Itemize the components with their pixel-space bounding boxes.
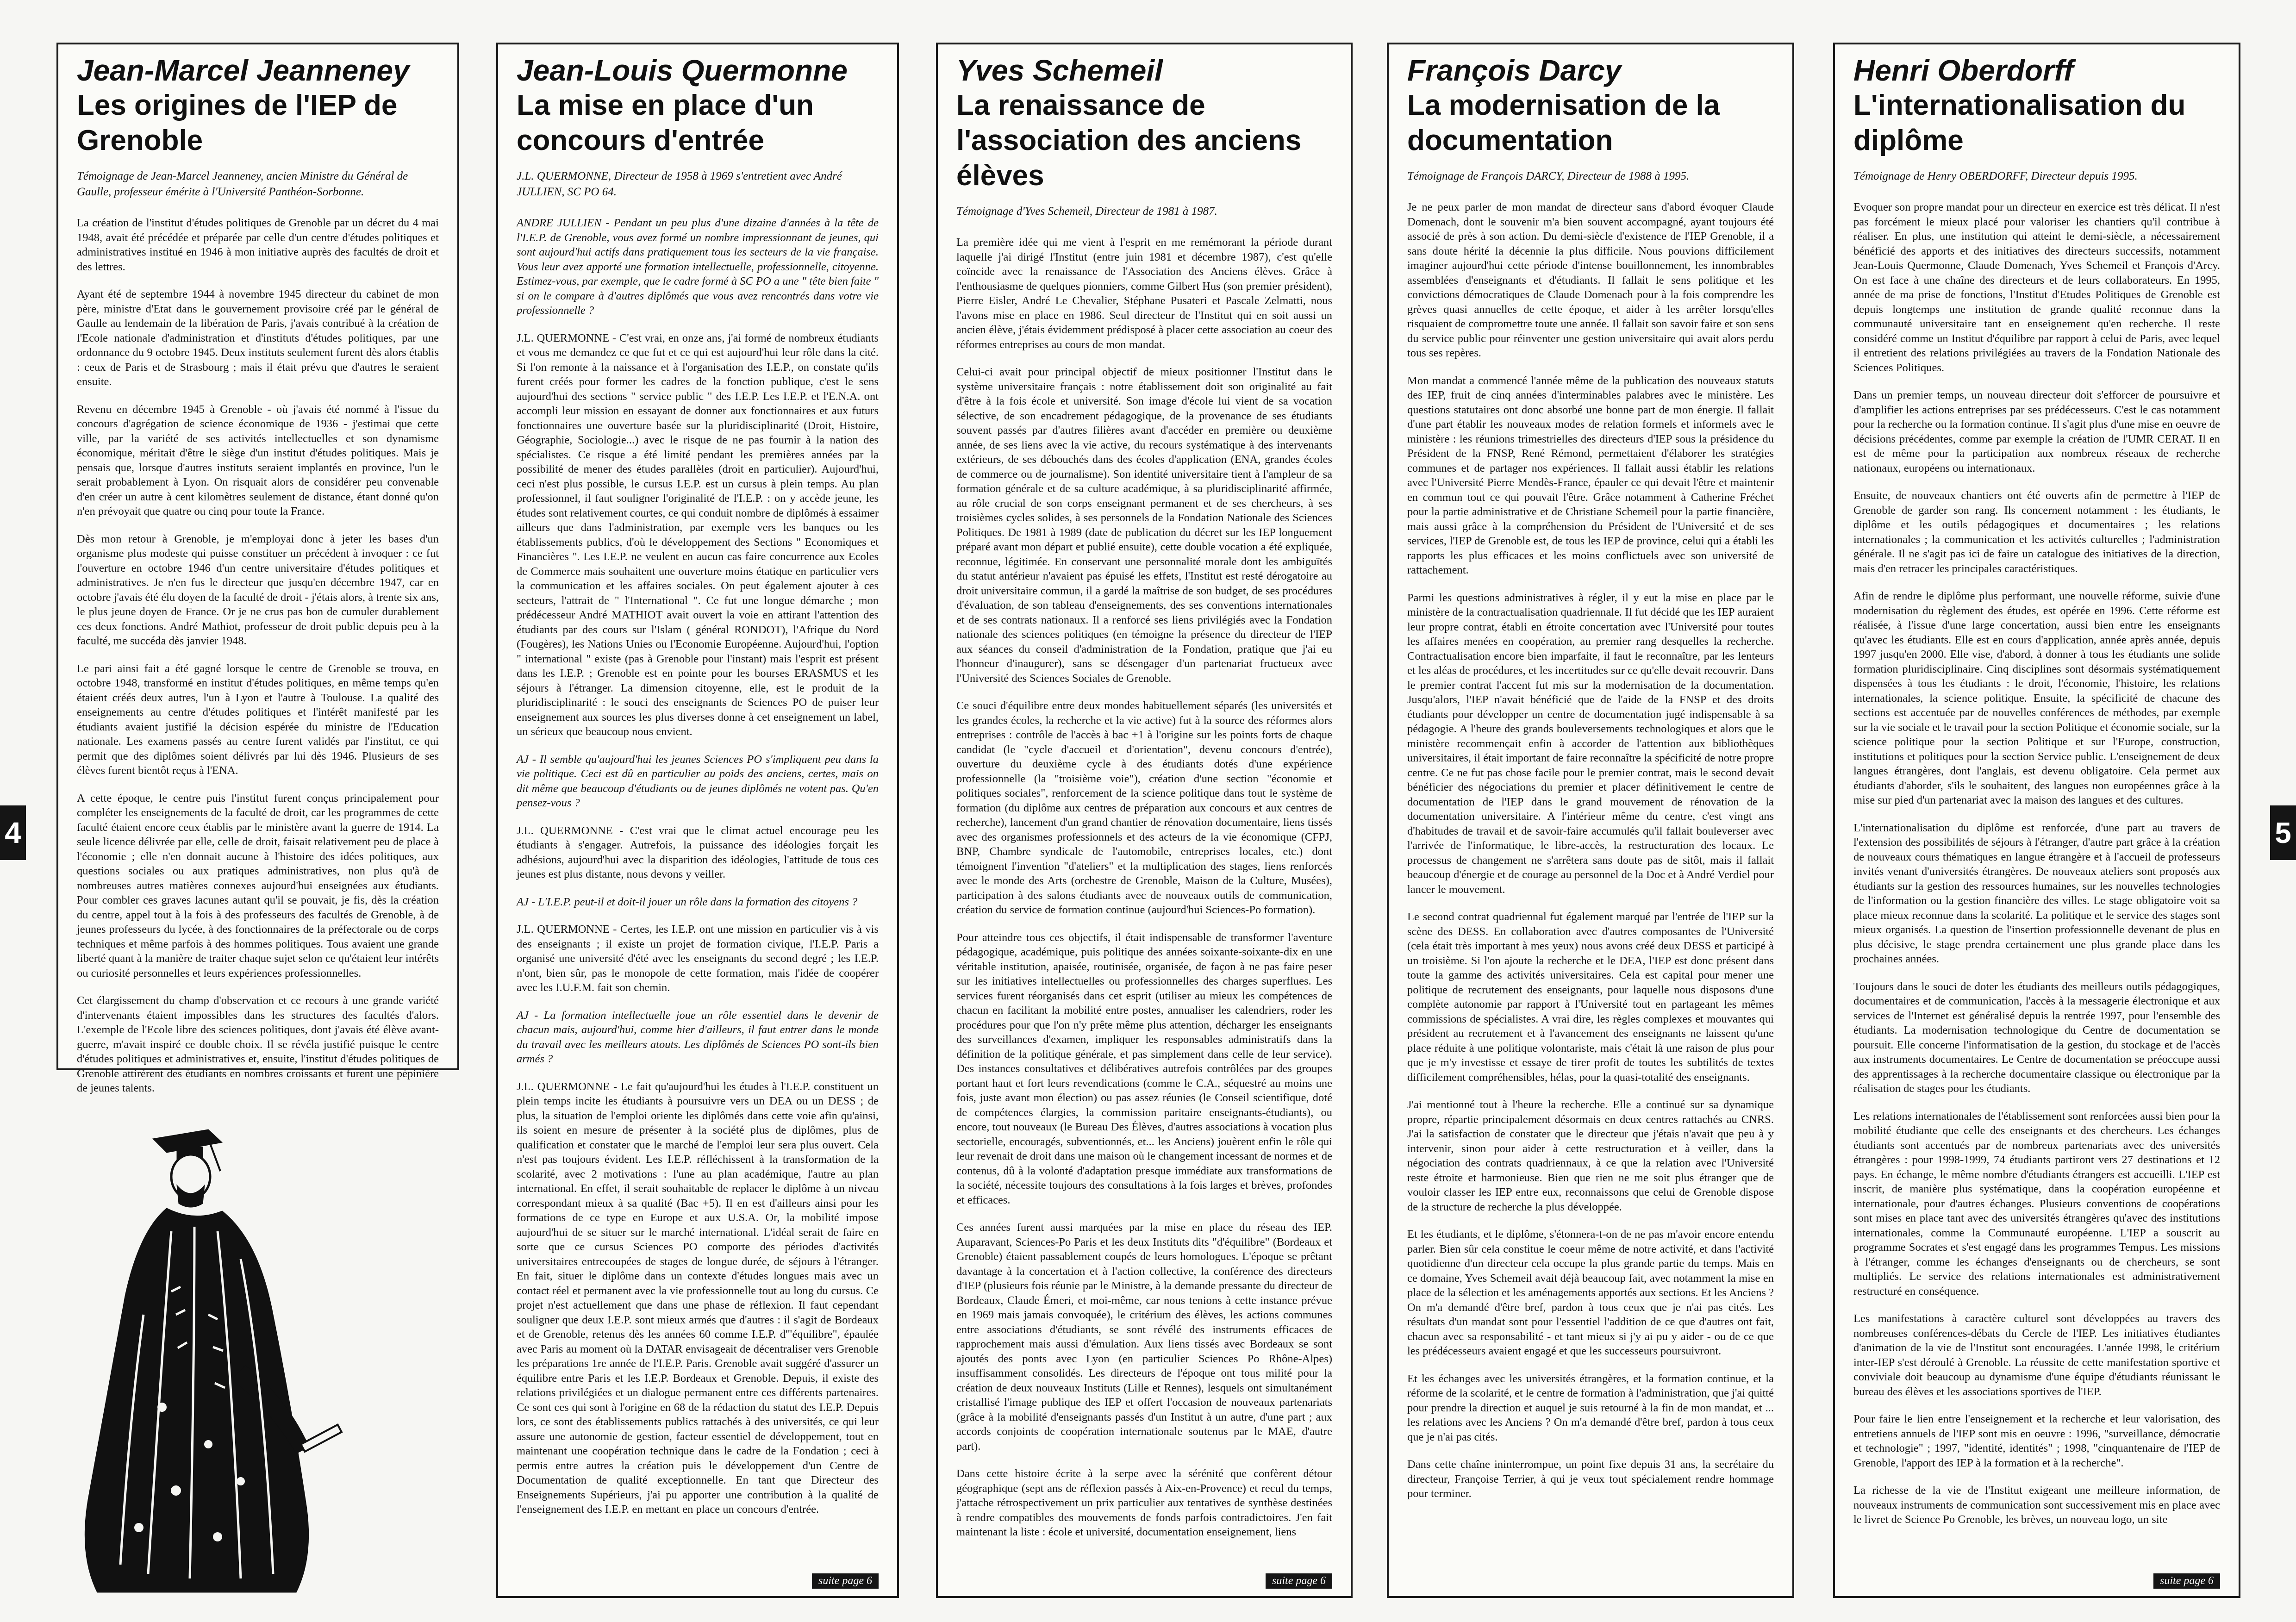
page-number-left: 4 [0, 805, 26, 860]
article-body [1407, 200, 1774, 1501]
article-author: François Darcy [1407, 54, 1622, 87]
article-paragraph: La création de l'institut d'études politiques de Grenoble par un décret du 4 mai 1948, avait été précédée et préparée par celle d'un centre d'études politiques et administratives institué en 1946 à mon initiative auprès des facultés de droit et des lettres. [77, 217, 439, 273]
article-body [956, 235, 1332, 1540]
article-paragraph: J.L. QUERMONNE - Certes, les I.E.P. ont une mission en particulier vis à vis des enseignants ; il existe un projet de formation civique, l'I.E.P. Paris a organisé une université d'été avec les enseignants du second degré ; les I.E.P. n'ont, bien sûr, pas le monopole de cette formation, mais l'idée de coopérer avec les I.U.F.M. fait son chemin. [517, 923, 879, 994]
article-paragraph: J'ai mentionné tout à l'heure la recherche. Elle a continué sur sa dynamique propre, répartie principalement désormais en deux centres rattachés au CNRS. J'ai la satisfaction de constater que le directeur que j'étais n'avait que peu à y intervenir, sinon pour aider à cette restructuration et à veiller, dans la négociation des contrats quadriennaux, à ce que la relation avec l'Université reste étroite et harmonieuse. Bien que rien ne me soit plus étranger que de vouloir classer les IEP entre eux, reconnaissons que celui de Grenoble dispose de la structure de recherche la plus développée. [1407, 1098, 1774, 1213]
article-paragraph: Pour faire le lien entre l'enseignement et la recherche et leur valorisation, des entretiens annuels de l'IEP sont mis en oeuvre : 1996, "surveillance, démocratie et technologie" ; 1997, "identité, identités" ; 1998, "cinquantenaire de l'IEP de Grenoble, l'apport des IEP à la formation et à la recherche". [1853, 1413, 2220, 1469]
article-paragraph: Parmi les questions administratives à régler, il y eut la mise en place par le ministère de la contractualisation quadriennale. Il fut décidé que les IEP auraient leur propre contrat, établi en étroite concertation avec l'Université pour toutes les affaires menées en coopération, au premier rang desquelles la recherche. Contractualisation encore bien imparfaite, il faut le reconnaître, par les lenteurs et les aléas de procédures, et les incertitudes sur ce qu'elle devait recouvrir. Dans le premier contrat l'accent fut mis sur la modernisation de la documentation. Jusqu'alors, l'IEP n'avait bénéficié que de l'aide de la FNSP et des droits étudiants pour développer un centre de documentation jugé indispensable à sa pédagogie. A l'heure des grands bouleversements technologiques et alors que le ministère recommençait enfin à accorder de l'attention aux bibliothèques universitaires, il était important de faire reconnaître la spécificité de notre propre centre. Ce ne fut pas chose facile pour le premier contrat, mais le second devait bénéficier des négociations du premier et placer définitivement le centre de documentation de l'IEP dans le grand mouvement de rénovation de la documentation universitaire. A l'intérieur même du centre, c'est vingt ans d'habitudes de travail et de savoir-faire accumulés qu'il fallait bouleverser avec l'arrivée de l'informatique, le libre-accès, la restructuration des locaux. Le processus de changement ne s'arrêtera sans doute pas de sitôt, mais il fallait beaucoup d'énergie et de courage au personnel de la Doc et à André Verdiel pour lancer le mouvement. [1407, 591, 1774, 896]
article-paragraph: Ces années furent aussi marquées par la mise en place du réseau des IEP. Auparavant, Sciences-Po Paris et les deux Instituts dits "d'équilibre" (Bordeaux et Grenoble) étaient passablement coupés de leurs homologues. L'époque se prêtant davantage à la concertation et à l'action collective, la conférence des directeurs d'IEP (plusieurs fois réunie par le Ministre, à la demande pressante du directeur de Bordeaux, Claude Émeri, et moi-même, car nous tenions à cette instance prévue en 1969 mais jamais convoquée), le critérium des élèves, les actions communes entre associations d'étudiants, se sont révélé des instruments efficaces de rapprochement mais aussi d'émulation. Aux liens tissés avec Bordeaux se sont ajoutés des ponts avec Lyon (en particulier Sciences Po Rhône-Alpes) insuffisamment consolidés. Les directeurs de l'époque ont tous milité pour la création de deux nouveaux Instituts (Lille et Rennes), lesquels ont simultanément cristallisé l'image publique des IEP et offert l'occasion de nouveaux partenariats (grâce à la mobilité d'enseignants passés d'un Institut à un autre, d'une part ; aux accords conjoints de coopération internationale soutenus par le MAE, d'autre part). [956, 1221, 1332, 1453]
article-paragraph: La première idée qui me vient à l'esprit en me remémorant la période durant laquelle j'ai dirigé l'Institut (entre juin 1981 et décembre 1987), c'est qu'elle coïncide avec la renaissance de l'Association des Anciens élèves. Grâce à l'enthousiasme de quelques pionniers, comme Gilbert Hus (son premier président), Pierre Eisler, André Le Chevalier, Stéphane Pusateri et Pascale Zelmatti, nous l'avons mise en place en 1986. Seul directeur de l'Institut qui en soit aussi un ancien élève, j'étais évidemment prédisposé à placer cette association au coeur des réformes entreprises au cours de mon mandat. [956, 236, 1332, 351]
article-body [1853, 200, 2220, 1527]
article-paragraph: AJ - L'I.E.P. peut-il et doit-il jouer un rôle dans la formation des citoyens ? [517, 895, 858, 908]
article-column-schemeil [936, 43, 1353, 1598]
article-paragraph: J.L. QUERMONNE - C'est vrai, en onze ans, j'ai formé de nombreux étudiants et vous me demandez ce que fut et ce qui est aujourd'hui leur rôle dans la cité. Si l'on remonte à la naissance et à l'organisation des I.E.P., on constate qu'ils furent créés pour former les cadres de la fonction publique, c'est le sens aujourd'hui des sections " service public " des I.E.P. Les I.E.P. et l'E.N.A. ont accompli leur mission en essayant de donner aux fonctionnaires et aux futurs fonctionnaires une ouverture basée sur la pluridisciplinarité (Droit, Histoire, Géographie, Sociologie...) avec le risque de ne pas fournir à la nation des spécialistes. Ce risque a été limité pendant les premières années par la possibilité de mener des études parallèles (droit en particulier). Aujourd'hui, ceci n'est plus possible, le cursus I.E.P. est un cursus à plein temps. Au plan professionnel, il faut souligner l'originalité de l'I.E.P. : on y accède jeune, les études sont relativement courtes, ce qui conduit nombre de diplômés à essaimer ailleurs que dans l'administration, par exemple vers les banques ou les établissements publics, d'où le développement des Sections " Economiques et Financières ". Les I.E.P. ne veulent en aucun cas faire concurrence aux Ecoles de Commerce mais souhaitent une ouverture moins étatique en particulier vers la communication et les affaires sociales. On peut également ajouter à ces secteurs, l'attrait de " l'International ". Ce fut une longue démarche ; mon prédécesseur André MATHIOT avait ouvert la voie en attirant l'attention des étudiants par des cours sur l'Islam ( général RONDOT), l'Afrique du Nord (Fougères), les Nations Unies ou l'Economie Européenne. Aujourd'hui, l'option " international " existe (pas à Grenoble pour l'instant) mais l'esprit est présent dans les I.E.P. ; Grenoble est en pointe pour les bourses ERASMUS et les séjours à l'étranger. La dimension citoyenne, elle, est le produit de la pluridisciplinarité : le souci des enseignants de Sciences PO de puiser leur enseignement aux sources les plus diverses donne à cet enseignement un label, un sérieux que beaucoup nous envient. [517, 331, 879, 738]
continued-label: suite page 6 [812, 1573, 879, 1589]
article-paragraph: Mon mandat a commencé l'année même de la publication des nouveaux statuts des IEP, fruit de cinq années d'interminables palabres avec le ministère. Les questions statutaires ont donc absorbé une bonne part de mon énergie. Il fallait d'une part établir les nouveaux modes de relation formels et informels avec le ministère : les réunions trimestrielles des directeurs d'IEP sous la présidence du Président de la FNSP, René Rémond, permettaient d'élaborer les stratégies communes et de partager nos expériences. Il fallait aussi établir les relations avec l'Université Pierre Mendès-France, épauler ce qui devait l'être et maintenir en commun tout ce qui pouvait l'être. Grâce notamment à Catherine Fréchet pour la partie administrative et de Christiane Schemeil pour la partie financière, mais aussi grâce à la compréhension du Président de l'Université et de ses services, l'IEP de Grenoble est, de tous les IEP de province, celui qui a établi les rapports les plus efficaces et les moins conflictuels avec son université de rattachement. [1407, 374, 1774, 576]
article-paragraph: Revenu en décembre 1945 à Grenoble - où j'avais été nommé à l'issue du concours d'agrégation de science économique de 1936 - j'estimai que cette ville, par la variété de ses activités intellectuelles et son dynamisme économique, méritait d'être le siège d'un institut d'études politiques. Mais je pensais que, lorsque d'autres instituts seraient implantés en province, l'un le serait probablement à Lyon. On risquait alors de considérer peu convenable d'en créer un autre à cent kilomètres seulement de distance, étant donné qu'on n'en prévoyait que quatre ou cinq pour toute la France. [77, 403, 439, 518]
article-paragraph: Les relations internationales de l'établissement sont renforcées aussi bien pour la mobilité étudiante que celle des enseignants et des chercheurs. Les échanges étudiants sont accentués par de nombreux partenariats avec des universités étrangères : pour 1998-1999, 74 étudiants partiront vers 27 destinations et 12 pays. En échange, le même nombre d'étudiants étrangers est accueilli. L'IEP est inscrit, de manière plus systématique, dans la coopération européenne et internationale, pour d'autres échanges. Plusieurs conventions de coopérations sont mises en place tant avec des universités étrangères qu'avec des institutions internationales, comme la Communauté européenne. L'IEP a souscrit au programme Socrates et s'est engagé dans les programmes Tempus. Les missions à l'étranger, comme les échanges d'enseignants ou de chercheurs, se sont multipliés. Le service des relations internationales est administrativement restructuré en conséquence. [1853, 1110, 2220, 1298]
article-paragraph: Je ne peux parler de mon mandat de directeur sans d'abord évoquer Claude Domenach, dont le souvenir m'a bien souvent accompagné, ayant toujours été associé de près à son action. Du demi-siècle d'existence de l'IEP Grenoble, il a sans doute hérité la décennie la plus difficile. Nous pouvions difficilement imaginer aujourd'hui cette période d'intense bouillonnement, les innombrables assemblées d'enseignants et d'étudiants. Il fallait le sens politique et les convictions démocratiques de Claude Domenach pour à la fois comprendre les grèves quasi annuelles de cette époque, et aider à les arrêter lorsqu'elles risquaient de compromettre toute une année. Il fallait son savoir faire et son sens du service public pour réinventer une gestion universitaire qui avait alors perdu tous ses repères. [1407, 201, 1774, 359]
article-column-darcy [1387, 43, 1794, 1598]
article-column-jeanneney [56, 43, 459, 1094]
article-column-quermonne [496, 43, 899, 1598]
continued-label: suite page 6 [2153, 1573, 2220, 1589]
article-paragraph: Et les échanges avec les universités étrangères, et la formation continue, et la réforme de la scolarité, et le centre de formation à l'administration, que j'ai quitté pour prendre la direction et auquel je suis retourné à la fin de mon mandat, et ... les relations avec les Anciens ? On m'a demandé d'être bref, pardon à tous ceux que je n'ai pas cités. [1407, 1372, 1774, 1443]
article-title: La renaissance de l'association des anciens élèves [956, 89, 1302, 192]
article-paragraph: J.L. QUERMONNE - Le fait qu'aujourd'hui les études à l'I.E.P. constituent un plein temps incite les étudiants à poursuivre vers un DEA ou un DESS ; de plus, la situation de l'emploi oriente les diplômés dans cette voie afin qu'ainsi, ils soient en mesure de présenter à la société plus de diplômes, plus de qualification et constater que le marché de l'emploi leur sera plus ouvert. Cela n'est pas toujours évident. Les I.E.P. réfléchissent à la transformation de la scolarité, avec 2 motivations : l'une au plan académique, l'autre au plan international. En effet, il serait souhaitable de replacer le diplôme à un niveau correspondant mieux à sa qualité (Bac +5). Il en est d'ailleurs ainsi pour les formations de ce type en Europe et aux U.S.A. Or, la mobilité impose aujourd'hui de se situer sur le marché international. L'idéal serait de faire en sorte que ce cursus Sciences PO comporte des périodes d'activités universitaires entrecoupées de stages de longue durée, de séjours à l'étranger. En fait, situer le diplôme dans un contexte d'études longues mais avec un contact réel et permanent avec la vie professionnelle tout au long du cursus. Ce projet n'est actuellement que dans une phase de réflexion. Il faut cependant souligner que deux I.E.P. sont mieux armés que d'autres : il s'agit de Bordeaux et de Grenoble, retenus dès les années 60 comme I.E.P. d'"équilibre", épaulée avec Paris au moment où la DATAR envisageait de décentraliser vers Grenoble les préparations 1re année de l'I.E.P. Paris. Grenoble avait suggéré d'assurer un équilibre entre Paris et les I.E.P. Bordeaux et Grenoble. Depuis, il existe des relations privilégiées et un dialogue permanent entre ces différents partenaires. Ce sont ces qui sont à l'origine en 68 de la rédaction du statut des I.E.P. Depuis lors, ce sont des établissements publics rattachés à des universités, ce qui leur assure une autonomie de gestion, facteur essentiel de développement, tout en maintenant une coopération technique dans le cadre de la Fondation ; ceci à permis entre autres la création puis le développement d'un Centre de Documentation de qualité exceptionnelle. En tant que Directeur des Enseignements Supérieurs, j'ai pu apporter une contribution à la qualité de l'enseignement des I.E.P. en mettant en place un concours d'entrée. [517, 1080, 879, 1516]
article-paragraph: Le pari ainsi fait a été gagné lorsque le centre de Grenoble se trouva, en octobre 1948, transformé en institut d'études politiques, en même temps qu'en étaient créés deux autres, l'un à Lyon et l'autre à Toulouse. La qualité des enseignements au centre d'études politiques et l'intérêt manifesté par les étudiants avaient justifié la décision espérée du ministre de l'Education nationale. Les examens passés au centre furent validés par l'institut, ce qui permit que des diplômes soient délivrés par lui dès 1946. Plusieurs de ses élèves furent bientôt reçus à l'ENA. [77, 662, 439, 777]
article-paragraph: Dans un premier temps, un nouveau directeur doit s'efforcer de poursuivre et d'amplifier les actions entreprises par ses prédécesseurs. C'est le cas notamment pour la recherche ou la formation continue. Il s'agit plus d'une mise en oeuvre de décisions précédentes, comme par exemple la création de l'UMR CERAT. Il en est de même pour la participation aux nombreux réseaux de recherche nationaux, européens ou internationaux. [1853, 389, 2220, 474]
article-paragraph: Toujours dans le souci de doter les étudiants des meilleurs outils pédagogiques, documentaires et de communication, l'accès à la messagerie électronique et aux services de l'Internet est généralisé depuis la rentrée 1997, pour l'ensemble des étudiants. La modernisation technologique du Centre de documentation se poursuit. Elle concerne l'informatisation de la gestion, du stockage et de l'accès aux instruments documentaires. Le Centre de documentation se préoccupe aussi des apprentissages à la recherche documentaire classique ou électronique par la réalisation de stages pour les étudiants. [1853, 980, 2220, 1095]
article-paragraph: AJ - Il semble qu'aujourd'hui les jeunes Sciences PO s'impliquent peu dans la vie politique. Ceci est dû en particulier au poids des anciens, certes, mais on dit même que beaucoup d'étudiants ou de jeunes diplômés ne votent pas. Qu'en pensez-vous ? [517, 753, 879, 809]
article-paragraph: Ce souci d'équilibre entre deux mondes habituellement séparés (les universités et les grandes écoles, la recherche et la vie active) fut à la source des réformes alors entreprises : contrôle de l'accès à bac +1 à l'origine sur les points forts de chaque candidat (le "cycle d'accueil et d'orientation", devenu concours d'entrée), ouverture du deuxième cycle à des étudiants dotés d'une expérience professionnelle (la "troisième voie"), création d'une section "économie et politiques sociales", renforcement de la science politique dans tout le système de formation (du diplôme aux centres de préparation aux concours et aux centres de recherche), lancement d'un grand chantier de rénovation documentaire, liens tissés avec des organismes professionnels et des acteurs de la vie économique (CFPJ, BNP, Chambre syndicale de l'automobile, entreprises locales, etc.) dont témoignent l'invention "d'ateliers" et la multiplication des stages, liens renforcés avec le monde des Arts (orchestre de Grenoble, Maison de la Culture, Musées), participation à des salons étudiants avec de nouveaux outils de communication, création du service de formation continue (aujourd'hui Sciences-Po formation). [956, 699, 1332, 916]
article-paragraph: La richesse de la vie de l'Institut exigeant une meilleure information, de nouveaux instruments de communication sont successivement mis en place avec le livret de Science Po Grenoble, les brèves, un nouveau logo, un site [1853, 1484, 2220, 1526]
article-title: Les origines de l'IEP de Grenoble [77, 89, 398, 156]
article-paragraph: Dans cette histoire écrite à la serpe avec la sérénité que confèrent détour géographique (sept ans de réflexion passés à Aix-en-Provence) et recul du temps, j'attache rétrospectivement un prix particulier aux tentatives de synthèse destinées à rendre compatibles des mouvements de fonds parfois contradictoires. J'en fait maintenant la liste : école et université, documentation enseignement, liens [956, 1467, 1332, 1538]
article-subtitle: J.L. QUERMONNE, Directeur de 1958 à 1969 s'entretient avec André JULLIEN, SC PO 64. [517, 170, 842, 198]
article-author: Jean-Louis Quermonne [517, 54, 848, 87]
article-paragraph: L'internationalisation du diplôme est renforcée, d'une part au travers de l'extension des possibilités de séjours à l'étranger, d'autre part grâce à la création de nouveaux cours thématiques en langue étrangère et à l'accueil de professeurs invités venant d'universités étrangères. De nouveaux ateliers sont proposés aux étudiants sur la gestion des ressources humaines, sur les nouvelles technologies de l'information ou la gestion financière des villes. Le stage obligatoire voit sa place mieux reconnue dans la scolarité. La politique et le service des stages sont mieux organisés. La question de l'insertion professionnelle devenant de plus en plus décisive, le stage prendra certainement une plus grande place dans les prochaines années. [1853, 821, 2220, 965]
article-author: Yves Schemeil [956, 54, 1163, 87]
article-paragraph: Dès mon retour à Grenoble, je m'employai donc à jeter les bases d'un organisme plus modeste qui puisse constituer un précédent à invoquer : ce fut l'ouverture en octobre 1946 d'un centre universitaire d'études politiques et administratives. Je n'en fus le directeur que jusqu'en décembre 1947, car en octobre j'avais été élu doyen de la faculté de droit - j'étais alors, à trente six ans, le plus jeune doyen de France. Or je ne crus pas bon de cumuler durablement ces deux fonctions. André Mathiot, professeur de droit public depuis peu à la faculté, me succéda dès janvier 1948. [77, 532, 439, 647]
article-paragraph: AJ - La formation intellectuelle joue un rôle essentiel dans le devenir de chacun mais, aujourd'hui, comme hier d'ailleurs, il faut entrer dans le monde du travail avec les meilleurs atouts. Les diplômés de Sciences PO sont-ils bien armés ? [517, 1009, 879, 1065]
page-number-right: 5 [2270, 805, 2296, 860]
article-title: L'internationalisation du diplôme [1853, 89, 2186, 156]
article-title: La mise en place d'un concours d'entrée [517, 89, 814, 156]
article-paragraph: Evoquer son propre mandat pour un directeur en exercice est très délicat. Il n'est pas forcément le mieux placé pour valoriser les chantiers qu'il contribue à réaliser. En plus, une institution qui atteint le demi-siècle, a nécessairement bénéficié des apports et des initiatives des directeurs successifs, notamment Jean-Louis Quermonne, Claude Domenach, Yves Schemeil et François d'Arcy. On est face à une chaîne des directeurs et de leurs collaborateurs. En 1995, année de ma prise de fonctions, l'Institut d'Etudes Politiques de Grenoble est depuis longtemps une institution de grande qualité reconnue dans la communauté universitaire tant en enseignement qu'en recherche. Il reste considéré comme un Institut d'équilibre par rapport à celui de Paris, avec lequel il entretient des relations privilégiées au travers de la Fondation Nationale des Sciences Politiques. [1853, 201, 2220, 374]
article-author: Henri Oberdorff [1853, 54, 2074, 87]
article-paragraph: Le second contrat quadriennal fut également marqué par l'entrée de l'IEP sur la scène des DESS. En collaboration avec d'autres composantes de l'Université (cela était très important à mes yeux) nous avons créé deux DESS et participé à un troisième. Si l'on ajoute la recherche et le DEA, l'IEP est donc présent dans toute la gamme des activités universitaires. Cela est capital pour mener une politique de recrutement des enseignants, pour laquelle nous disposons d'une complète autonomie par rapport à l'Université tout en partageant les mêmes commissions de spécialistes. A vrai dire, les règles complexes et mouvantes qui président au recrutement et à l'avancement des enseignants ne laissent qu'une place réduite à une politique volontariste, mais c'était là une raison de plus pour que je m'y investisse et essaye de tirer profit de toutes les subtilités de textes difficilement compréhensibles, hélas, pour la quasi-totalité des enseignants. [1407, 911, 1774, 1084]
article-paragraph: Celui-ci avait pour principal objectif de mieux positionner l'Institut dans le système universitaire français : notre établissement doit son originalité au fait d'être à la fois école et université. Son image d'école lui vient de sa vocation sélective, de son encadrement pédagogique, de la provenance de ses étudiants souvent passés par d'autres filières avant d'accéder en première ou deuxième année, de ses liens avec la vie active, du recours systématique à des intervenants extérieurs, de ses débouchés dans des écoles d'application (ENA, grandes écoles de commerce ou de journalisme). Son identité universitaire tient à l'ampleur de sa formation générale et de sa culture académique, à sa pluridisciplinarité affirmée, au rôle crucial de son corps enseignant permanent et de ses chercheurs, à ses troisièmes cycles solides, à ses personnels de la Fondation Nationale des Sciences Politiques. De 1981 à 1989 (date de publication du décret sur les IEP longuement préparé avant mon départ et publié ensuite), cette double vocation a été expliquée, reconnue, légitimée. En conservant une personnalité morale dont les ambiguïtés du statut antérieur n'avaient pas épuisé les effets, l'Institut est resté dérogatoire au droit universitaire commun, il a gardé la maîtrise de son budget, de ses procédures d'évaluation, de son tableau d'enseignements, des ses conventions internationales et de ses contrats nationaux. Il a renforcé ses liens privilégiés avec la Fondation nationale des sciences politiques (en témoigne la présence du directeur de l'IEP aux séances du conseil d'administration de la Fondation, pratique que j'ai eu l'honneur d'inaugurer), sans se désengager d'un partenariat fructueux avec l'Université des Sciences Sociales de Grenoble. [956, 366, 1332, 685]
article-body [517, 216, 879, 1517]
continued-label: suite page 6 [1266, 1573, 1332, 1589]
graduate-illustration [56, 1120, 426, 1611]
article-subtitle: Témoignage de Jean-Marcel Jeanneney, ancien Ministre du Général de Gaulle, professeur émérite à l'Université Panthéon-Sorbonne. [77, 170, 408, 198]
article-paragraph: Cet élargissement du champ d'observation et ce recours à une grande variété d'intervenants étaient impossibles dans les structures des facultés d'alors. L'exemple de l'Ecole libre des sciences politiques, dont j'avais été élève avant-guerre, m'avait inspiré ce double choix. Il se révéla justifié puisque le centre d'études politiques et administratives et, ensuite, l'institut d'études politiques de Grenoble attirèrent des étudiants en nombres croissants et furent une pépinière de jeunes talents. [77, 994, 439, 1094]
article-author: Jean-Marcel Jeanneney [77, 54, 410, 87]
article-title: La modernisation de la documentation [1407, 89, 1720, 156]
article-subtitle: Témoignage d'Yves Schemeil, Directeur de 1981 à 1987. [956, 205, 1217, 218]
article-body [77, 216, 439, 1096]
article-paragraph: Et les étudiants, et le diplôme, s'étonnera-t-on de ne pas m'avoir encore entendu parler. Bien sûr cela constitue le coeur même de notre activité, et dans l'activité quotidienne d'un directeur cela occupe la plus grande partie du temps. Mais en ce domaine, Yves Schemeil avait déjà beaucoup fait, avec notamment la mise en place de la sélection et les aménagements apportés aux sections. Et les Anciens ? On m'a demandé d'être bref, pardon à tous ceux que je n'ai pas cités. Les résultats d'un mandat sont pour l'essentiel l'addition de ce que d'autres ont fait, chacun avec sa responsabilité - et tant mieux si j'y ai pu y aider - ou de ce que les prédécesseurs avaient engagé et que les successeurs poursuivront. [1407, 1228, 1774, 1357]
article-paragraph: Ensuite, de nouveaux chantiers ont été ouverts afin de permettre à l'IEP de Grenoble de garder son rang. Ils concernent notamment : les étudiants, le diplôme et les outils pédagogiques et documentaires ; les relations internationales ; la communication et les activités culturelles ; l'administration générale. Il ne s'agit pas ici de faire un catalogue des initiatives de la direction, mais d'en retracer les principales caractéristiques. [1853, 489, 2220, 575]
article-column-oberdorff [1833, 43, 2240, 1598]
article-paragraph: Dans cette chaîne ininterrompue, un point fixe depuis 31 ans, la secrétaire du directeur, Françoise Terrier, à qui je veux tout spécialement rendre hommage pour terminer. [1407, 1458, 1774, 1500]
article-paragraph: Les manifestations à caractère culturel sont développées au travers des nombreuses conférences-débats du Cercle de l'IEP. Les initiatives étudiantes d'animation de la vie de l'Institut sont encouragées. L'année 1998, le critérium inter-IEP s'est déroulé à Grenoble. La réussite de cette manifestation sportive et conviviale doit beaucoup au dynamisme d'une équipe d'étudiants réunissant le bureau des élèves et les associations sportives de l'IEP. [1853, 1312, 2220, 1398]
article-paragraph: ANDRE JULLIEN - Pendant un peu plus d'une dizaine d'années à la tête de l'I.E.P. de Grenoble, vous avez formé un nombre impressionnant de jeunes, qui sont aujourd'hui actifs dans pratiquement tous les secteurs de la vie française. Vous leur avez apporté une formation intellectuelle, professionnelle, citoyenne. Estimez-vous, par exemple, que le cadre formé à SC PO a une " tête bien faite " si on le compare à d'autres diplômés que vous avez rencontrés dans votre vie professionnelle ? [517, 217, 879, 317]
article-paragraph: Afin de rendre le diplôme plus performant, une nouvelle réforme, suivie d'une modernisation du règlement des études, est opérée en 1996. Cette réforme est réalisée, à l'issue d'une large concertation, aussi bien entre les enseignants qu'avec les étudiants. Elle est en cours d'application, année après année, depuis 1997 jusqu'en 2000. Elle vise, d'abord, à donner à tous les étudiants une solide formation pluridisciplinaire. Cinq disciplines sont désormais systématiquement dispensées à tous les étudiants : le droit, l'économie, l'histoire, les relations internationales, la science politique. Ensuite, la spécificité de chacune des sections est accentuée par de nouvelles conférences de méthodes, par exemple sur la vie sociale et le travail pour la section Politique et économie sociale, sur la science politique pour la section Politique et sur l'Europe, construction, institutions et politiques pour la section Service public. L'enseignement de deux langues étrangères, dont l'anglais, est devenu obligatoire. Cela permet aux étudiants d'aborder, s'ils le souhaitent, des langues non européennes grâce à la mise sur pied d'un partenariat avec la maison des langues et des cultures. [1853, 590, 2220, 806]
article-subtitle: Témoignage de Henry OBERDORFF, Directeur depuis 1995. [1853, 170, 2138, 182]
article-paragraph: A cette époque, le centre puis l'institut furent conçus principalement pour compléter les enseignements de la faculté de droit, car les programmes de cette faculté étaient encore ceux établis par le ministère avant la guerre de 1914. La seule licence délivrée par elle, celle de droit, faisait relativement peu de place à l'économie ; elle n'en donnait aucune à l'histoire des idées politiques, aux questions sociales ou aux pratiques administratives, non plus qu'à de nombreuses autres matières connexes aujourd'hui enseignées aux étudiants. Pour combler ces graves lacunes autant qu'il se pouvait, je fis, dès la création du centre, appel tout à la fois à des professeurs des facultés de Grenoble, à de jeunes professeurs du lycée, à des fonctionnaires de la préfectorale ou de corps techniques et même parfois à des hommes politiques. Tous avaient une grande liberté quant à la manière de traiter chaque sujet selon ce qu'étaient leur intérêts ou curiosité personnelles et leurs expériences professionnelles. [77, 792, 439, 979]
article-subtitle: Témoignage de François DARCY, Directeur de 1988 à 1995. [1407, 170, 1690, 182]
article-paragraph: J.L. QUERMONNE - C'est vrai que le climat actuel encourage peu les étudiants à s'engager. Autrefois, la puissance des idéologies forçait les adhésions, aujourd'hui avec la disparition des idéologies, l'attitude de tous ces jeunes est plus distante, nous devons y veiller. [517, 824, 879, 880]
article-paragraph: Ayant été de septembre 1944 à novembre 1945 directeur du cabinet de mon père, ministre d'Etat dans le gouvernement provisoire créé par le général de Gaulle au lendemain de la libération de Paris, j'avais contribué à la création de l'Ecole nationale d'administration et d'instituts d'études politiques, par une ordonnance du 9 octobre 1945. Deux instituts seulement furent dès alors établis : ceux de Paris et de Strasbourg ; mais il était prévu que d'autres le seraient ensuite. [77, 288, 439, 388]
article-paragraph: Pour atteindre tous ces objectifs, il était indispensable de transformer l'aventure pédagogique, académique, puis politique des années soixante-soixante-dix en une véritable institution, apaisée, routinisée, organisée, de façon à ne pas faire peser sur les initiatives intellectuelles ou professionnelles des charges superflues. Les services furent réorganisés dans cet esprit (utiliser au mieux les compétences de chacun en facilitant la mobilité entre postes, annualiser les calendriers, roder les procédures pour que l'on n'y prête même plus attention, décharger les enseignants des surveillances d'examen, impliquer les responsables administratifs dans la définition de la politique générale, et pas simplement dans celle de leur service). Des instances consultatives et délibératives autrefois contrôlées par des groupes portant haut et fort leurs revendications (comme le C.A., séquestré au moins une fois, juste avant mon élection) ou pas assez réunies (le Conseil scientifique, doté de compétences élargies, la commission paritaire enseignants-étudiants), ou encore, tout nouveaux (le Bureau Des Élèves, d'autres associations à vocation plus sectorielle, encouragés, subventionnés, et... les Anciens) jouèrent enfin le rôle qui leur revenait de droit dans une maison où le changement incessant de normes et de contenus, dû à la volonté d'adaptation presque immédiate aux transformations de la société, nécessite toujours des consultations à la fois larges et brèves, profondes et efficaces. [956, 931, 1332, 1206]
